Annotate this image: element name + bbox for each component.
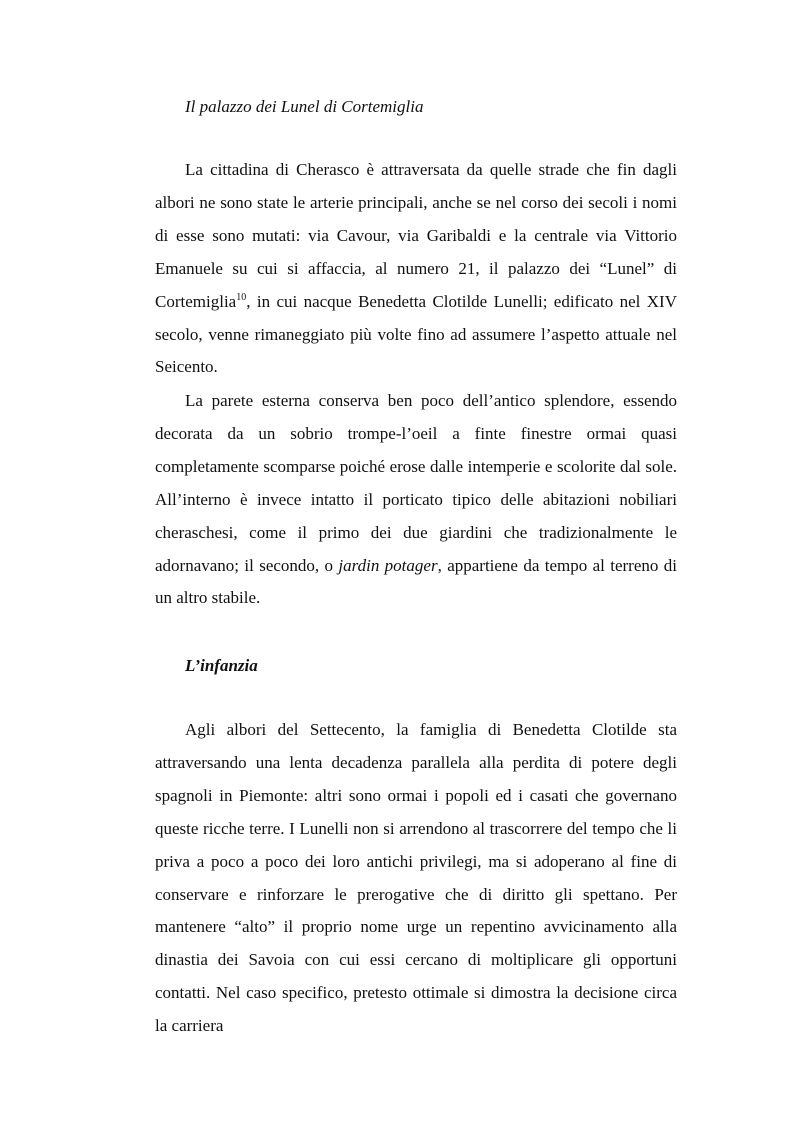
- paragraph-text: La cittadina di Cherasco è attraversata da quelle strade che fin dagli albori ne sono state le arterie principali, anche se nel corso dei secoli i nomi di esse sono mutati: via Cavour, via Garibaldi e la centrale via Vittorio Emanuele su cui si affaccia, al numero 21, il palazzo dei “Lunel” di Cortemiglia: [155, 160, 677, 311]
- paragraph-text: , in cui nacque Benedetta Clotilde Lunelli; edificato nel XIV secolo, venne rimaneggiato più volte fino ad assumere l’aspetto attuale nel Seicento.: [155, 291, 677, 377]
- italic-term: jardin potager: [338, 555, 438, 575]
- paragraph-text: La parete esterna conserva ben poco dell’antico splendore, essendo decorata da un sobrio trompe-l’oeil a finte finestre ormai quasi completamente scomparse poiché erose dalle intemperie e scolorite dal sole. All’interno è invece intatto il porticato tipico delle abitazioni nobiliari cheraschesi, come il primo dei due giardini che tradizionalmente le adornavano; il secondo, o: [155, 391, 677, 575]
- paragraph-settecento: Agli albori del Settecento, la famiglia di Benedetta Clotilde sta attraversando una lenta decadenza parallela alla perdita di potere degli spagnoli in Piemonte: altri sono ormai i popoli ed i casati che governano queste ricche terre. I Lunelli non si arrendono al trascorrere del tempo che li priva a poco a poco dei loro antichi privilegi, ma si adoperano al fine di conservare e rinforzare le prerogative che di diritto gli spettano. Per mantenere “alto” il proprio nome urge un repentino avvicinamento alla dinastia dei Savoia con cui essi cercano di moltiplicare gli opportuni contatti. Nel caso specifico, pretesto ottimale si dimostra la decisione circa la carriera: [155, 720, 677, 1036]
- paragraph-text: , appartiene da tempo al terreno di un altro stabile.: [155, 555, 677, 608]
- paragraph-parete: [155, 385, 677, 615]
- paragraph-cherasco: [155, 154, 677, 384]
- footnote-reference[interactable]: 10: [236, 291, 247, 303]
- section-title-palazzo: Il palazzo dei Lunel di Cortemiglia: [185, 97, 424, 116]
- section-title-infanzia: L’infanzia: [185, 656, 258, 675]
